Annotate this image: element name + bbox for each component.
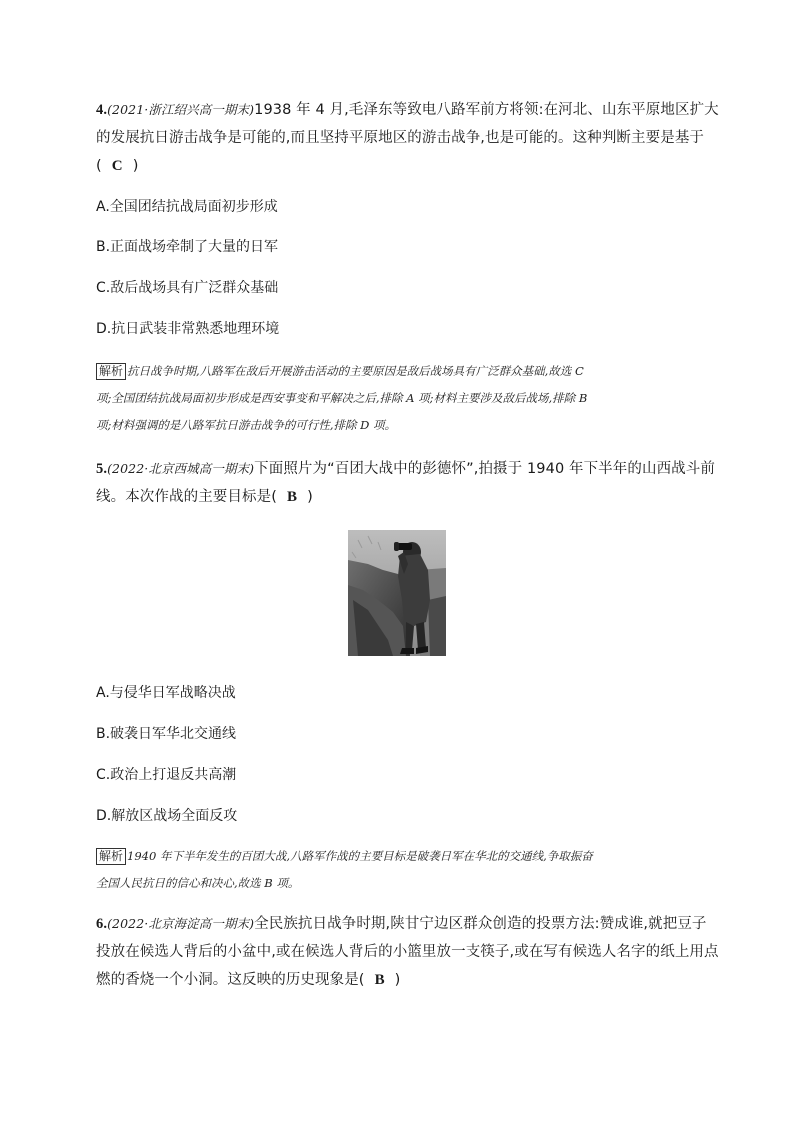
q4-analysis-line-2: 项;全国团结抗战局面初步形成是西安事变和平解决之后,排除 A 项;材料主要涉及敌后战场,排除 B — [96, 391, 588, 405]
q5-number: 5. — [96, 461, 108, 477]
q4-paren-close: ) — [132, 158, 139, 174]
q6-answer: B — [374, 972, 385, 988]
q5-analysis-line-2: 全国人民抗日的信心和决心,故选 B 项。 — [96, 876, 300, 890]
q5-answer: B — [286, 489, 298, 505]
q4-number: 4. — [96, 102, 108, 118]
q4-analysis-tag: 解析 — [96, 363, 126, 380]
q4-option-a: A.全国团结抗战局面初步形成 — [96, 199, 278, 215]
q5-option-a: A.与侵华日军战略决战 — [96, 685, 236, 701]
q5-stem-line-1 — [96, 459, 715, 479]
q5-analysis-line-1 — [96, 847, 593, 865]
q4-option-c: C.敌后战场具有广泛群众基础 — [96, 280, 279, 296]
q5-source: (2022·北京西城高一期末) — [107, 461, 255, 476]
q6-number: 6. — [96, 916, 108, 932]
q4-analysis-line-3: 项;材料强调的是八路军抗日游击战争的可行性,排除 D 项。 — [96, 418, 397, 432]
q4-option-d: D.抗日武装非常熟悉地理环境 — [96, 321, 280, 337]
q6-stem-line-1 — [96, 914, 707, 934]
q5-stem-text-2: 线。本次作战的主要目标是( — [96, 489, 277, 505]
q4-paren-open: ( — [96, 158, 102, 174]
q4-answer: C — [111, 158, 123, 174]
q4-source: (2021·浙江绍兴高一期末) — [107, 102, 255, 117]
q4-stem-line-2: 的发展抗日游击战争是可能的,而且坚持平原地区的游击战争,也是可能的。这种判断主要是基于 — [96, 130, 705, 146]
q4-stem-text-1: 1938 年 4 月,毛泽东等致电八路军前方将领:在河北、山东平原地区扩大 — [254, 102, 719, 118]
q5-paren-close: ) — [307, 489, 313, 505]
q4-analysis-line-1 — [96, 362, 584, 380]
q4-answer-line — [96, 156, 138, 176]
q6-paren-close: ) — [394, 972, 401, 988]
q6-stem-text-1: 全民族抗日战争时期,陕甘宁边区群众创造的投票方法:赞成谁,就把豆子 — [254, 916, 707, 932]
q4-analysis-text-1: 抗日战争时期,八路军在敌后开展游击活动的主要原因是敌后战场具有广泛群众基础,故选 C — [127, 364, 584, 378]
q5-option-d: D.解放区战场全面反攻 — [96, 808, 238, 824]
q6-stem-line-2: 投放在候选人背后的小盆中,或在候选人背后的小篮里放一支筷子,或在写有候选人名字的纸上用点 — [96, 944, 719, 960]
q4-stem-line-1 — [96, 100, 719, 120]
q5-analysis-tag: 解析 — [96, 848, 126, 865]
q5-stem-text-1: 下面照片为“百团大战中的彭德怀”,拍摄于 1940 年下半年的山西战斗前 — [254, 461, 715, 477]
q6-stem-text-3: 燃的香烧一个小洞。这反映的历史现象是( — [96, 972, 365, 988]
peng-dehuai-photo — [348, 530, 446, 656]
q6-source: (2022·北京海淀高一期末) — [107, 916, 255, 931]
q5-stem-line-2 — [96, 487, 313, 507]
q5-option-b: B.破袭日军华北交通线 — [96, 726, 237, 742]
q4-option-b: B.正面战场牵制了大量的日军 — [96, 239, 279, 255]
q5-option-c: C.政治上打退反共高潮 — [96, 767, 237, 783]
q6-stem-line-3 — [96, 970, 400, 990]
q5-analysis-text-1: 1940 年下半年发生的百团大战,八路军作战的主要目标是破袭日军在华北的交通线,争取振奋 — [127, 849, 593, 863]
